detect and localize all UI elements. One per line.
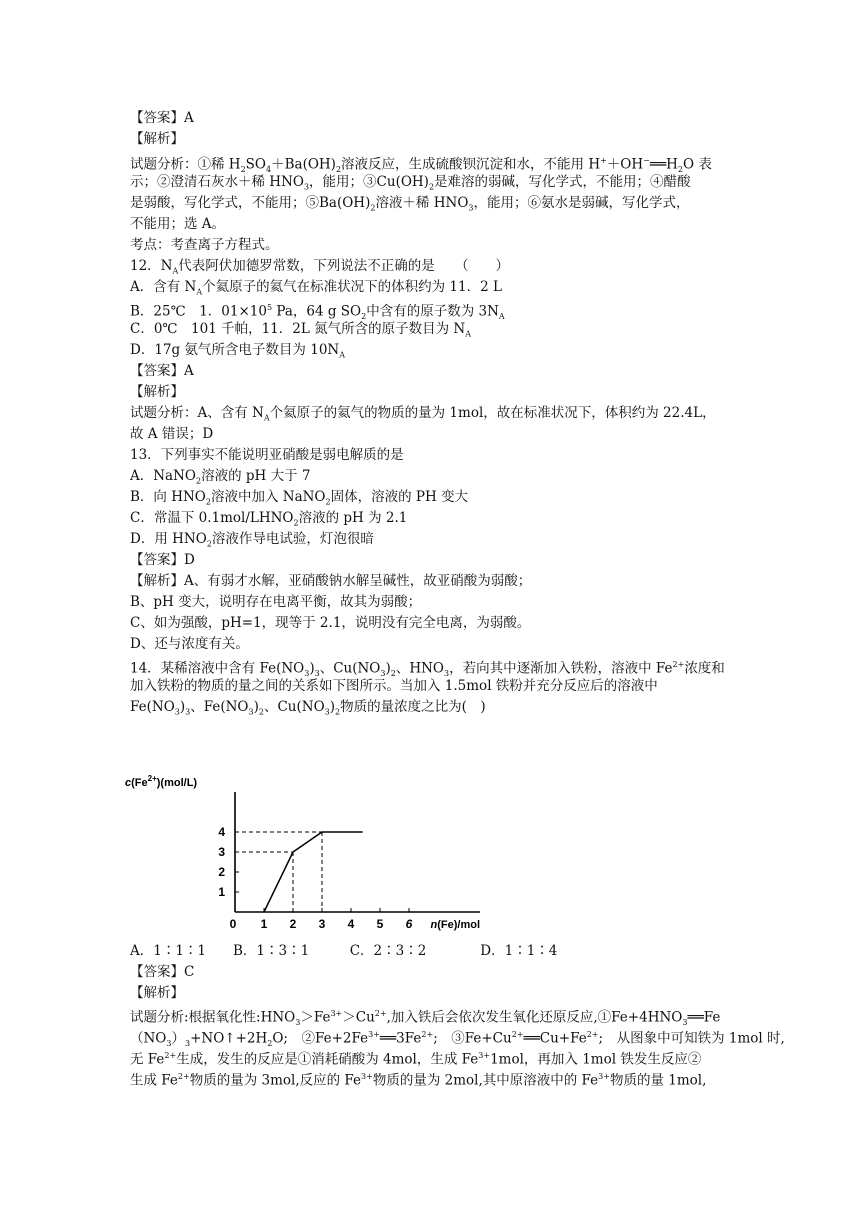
text-line: C、如为强酸，pH=1，现等于 2.1，说明没有完全电离，为弱酸。 bbox=[130, 615, 531, 631]
text-line: 【解析】 bbox=[130, 985, 184, 1001]
text-line: A．NaNO$_2$溶液的 pH 大于 7 bbox=[130, 468, 311, 486]
text-line: A．1∶1∶1 B．1∶3∶1 C．2∶3∶2 D．1∶1∶4 bbox=[130, 943, 558, 959]
text-line: 14．某稀溶液中含有 $Fe(NO_3)_3$、$Cu(NO_3)_2$、$HNO_3$，若向其中逐渐加入铁粉，溶液中 $Fe^{2+}$浓度和 bbox=[130, 660, 725, 679]
text-line: D．用 $HNO_2$溶液作导电试验，灯泡很暗 bbox=[130, 531, 374, 549]
text-line: 【解析】 bbox=[130, 384, 184, 400]
x-tick-label: 0 bbox=[229, 917, 237, 931]
y-axis-label: $c(Fe^{2+})(mol/L)$ bbox=[125, 774, 198, 789]
text-line: 【答案】D bbox=[130, 552, 195, 568]
text-line: 加入铁粉的物质的量之间的关系如下图所示。当加入 1.5mol 铁粉并充分反应后的溶液中 bbox=[130, 678, 658, 694]
text-line: 13．下列事实不能说明亚硝酸是弱电解质的是 bbox=[130, 447, 404, 463]
text-line: D．17g 氨气所含电子数目为 $10N_A$ bbox=[130, 342, 345, 360]
text-line: 【答案】C bbox=[130, 964, 195, 980]
text-line: 试题分析：A、含有 $N_A$个氦原子的氦气的物质的量为 1mol，故在标准状况下，体积约为 22.4L， bbox=[130, 405, 716, 423]
fe2-concentration-chart bbox=[125, 772, 495, 932]
text-line: D、还与浓度有关。 bbox=[130, 636, 249, 652]
chart-svg bbox=[125, 772, 495, 932]
text-line: 【解析】 bbox=[130, 131, 184, 147]
y-tick-label: 4 bbox=[218, 825, 225, 839]
text-line: 生成 $Fe^{2+}$物质的量为 3mol,反应的 $Fe^{3+}$物质的量为 2mol,其中原溶液中的 $Fe^{3+}$物质的量 1mol, bbox=[130, 1072, 707, 1089]
x-tick-label: 4 bbox=[347, 917, 355, 931]
text-line: 12．$N_A$代表阿伏加德罗常数，下列说法不正确的是 （ ） bbox=[130, 258, 510, 276]
text-line: 考点：考查离子方程式。 bbox=[130, 237, 279, 253]
x-tick-label: 6 bbox=[405, 917, 413, 931]
text-line: B、pH 变大，说明存在电离平衡，故其为弱酸； bbox=[130, 594, 422, 610]
text-line: 示；②澄清石灰水＋稀 $HNO_3$，能用；$③Cu(OH)_2$是难溶的弱碱，写化学式，不能用；④醋酸 bbox=[130, 174, 691, 192]
text-line: $Fe(NO_3)_3$、$Fe(NO_3)_2$、$Cu(NO_3)_2$物质的量浓度之比为( ) bbox=[130, 699, 486, 717]
x-tick-label: 2 bbox=[289, 917, 297, 931]
text-line: B．向 $HNO_2$溶液中加入 NaNO$_2$固体，溶液的 PH 变大 bbox=[130, 489, 469, 507]
text-line: 是弱酸，写化学式，不能用；$⑤Ba(OH)_2$溶液＋稀 $HNO_3$，能用；⑥氨水是弱碱，写化学式， bbox=[130, 195, 690, 213]
text-line: 无 $Fe^{2+}$生成，发生的反应是①消耗硝酸为 4mol，生成 $Fe^{3+}1mol$，再加入 1mol 铁发生反应② bbox=[130, 1051, 702, 1068]
text-line: 不能用；选 A。 bbox=[130, 216, 226, 232]
x-tick-label: 5 bbox=[376, 917, 384, 931]
text-line: C．0℃ 101 千帕，11．2L 氮气所含的原子数目为 $N_A$ bbox=[130, 321, 471, 339]
text-line: B．25℃ 1．$01\times 10^5$ Pa，64 g $SO_2$中含有的原子数为 $3N_A$ bbox=[130, 303, 505, 322]
text-line: 故 A 错误；D bbox=[130, 426, 214, 442]
text-line: $(NO_3)_3+NO↑+2H_2O$; $②Fe+2Fe^{3+}══3Fe^{2+}$; $③Fe+Cu^{2+}══Cu+Fe^{2+}$; 从图象中可知铁为 1mol 时, bbox=[130, 1030, 785, 1049]
series-line bbox=[264, 832, 363, 912]
text-line: 【答案】A bbox=[130, 363, 194, 379]
text-line: 【答案】A bbox=[130, 110, 194, 126]
x-tick-label: 1 bbox=[260, 917, 268, 931]
y-tick-label: 1 bbox=[218, 885, 225, 899]
text-line: 【解析】A、有弱才水解，亚硝酸钠水解呈碱性，故亚硝酸为弱酸； bbox=[130, 573, 532, 589]
text-line: C．常温下 $0.1mol/LHNO_2$溶液的 pH 为 2.1 bbox=[130, 510, 408, 528]
text-line: 试题分析:根据氧化性$:HNO_3>Fe^{3+}>Cu^{2+}$,加入铁后会依次发生氧化还原反应$,①Fe+4HNO_3══Fe$ bbox=[130, 1009, 721, 1028]
text-line: 试题分析：①稀 $H_2SO_4+Ba(OH)_2$溶液反应，生成硫酸钡沉淀和水，不能用 $H^++OH^-══H_2O$ 表 bbox=[130, 156, 712, 175]
y-tick-label: 3 bbox=[218, 845, 225, 859]
x-tick-label: 3 bbox=[318, 917, 326, 931]
x-axis-label: n(Fe)/mol bbox=[430, 919, 480, 931]
y-tick-label: 2 bbox=[218, 865, 225, 879]
text-line: A．含有 $N_A$个氦原子的氦气在标准状况下的体积约为 11．2 L bbox=[130, 279, 502, 297]
